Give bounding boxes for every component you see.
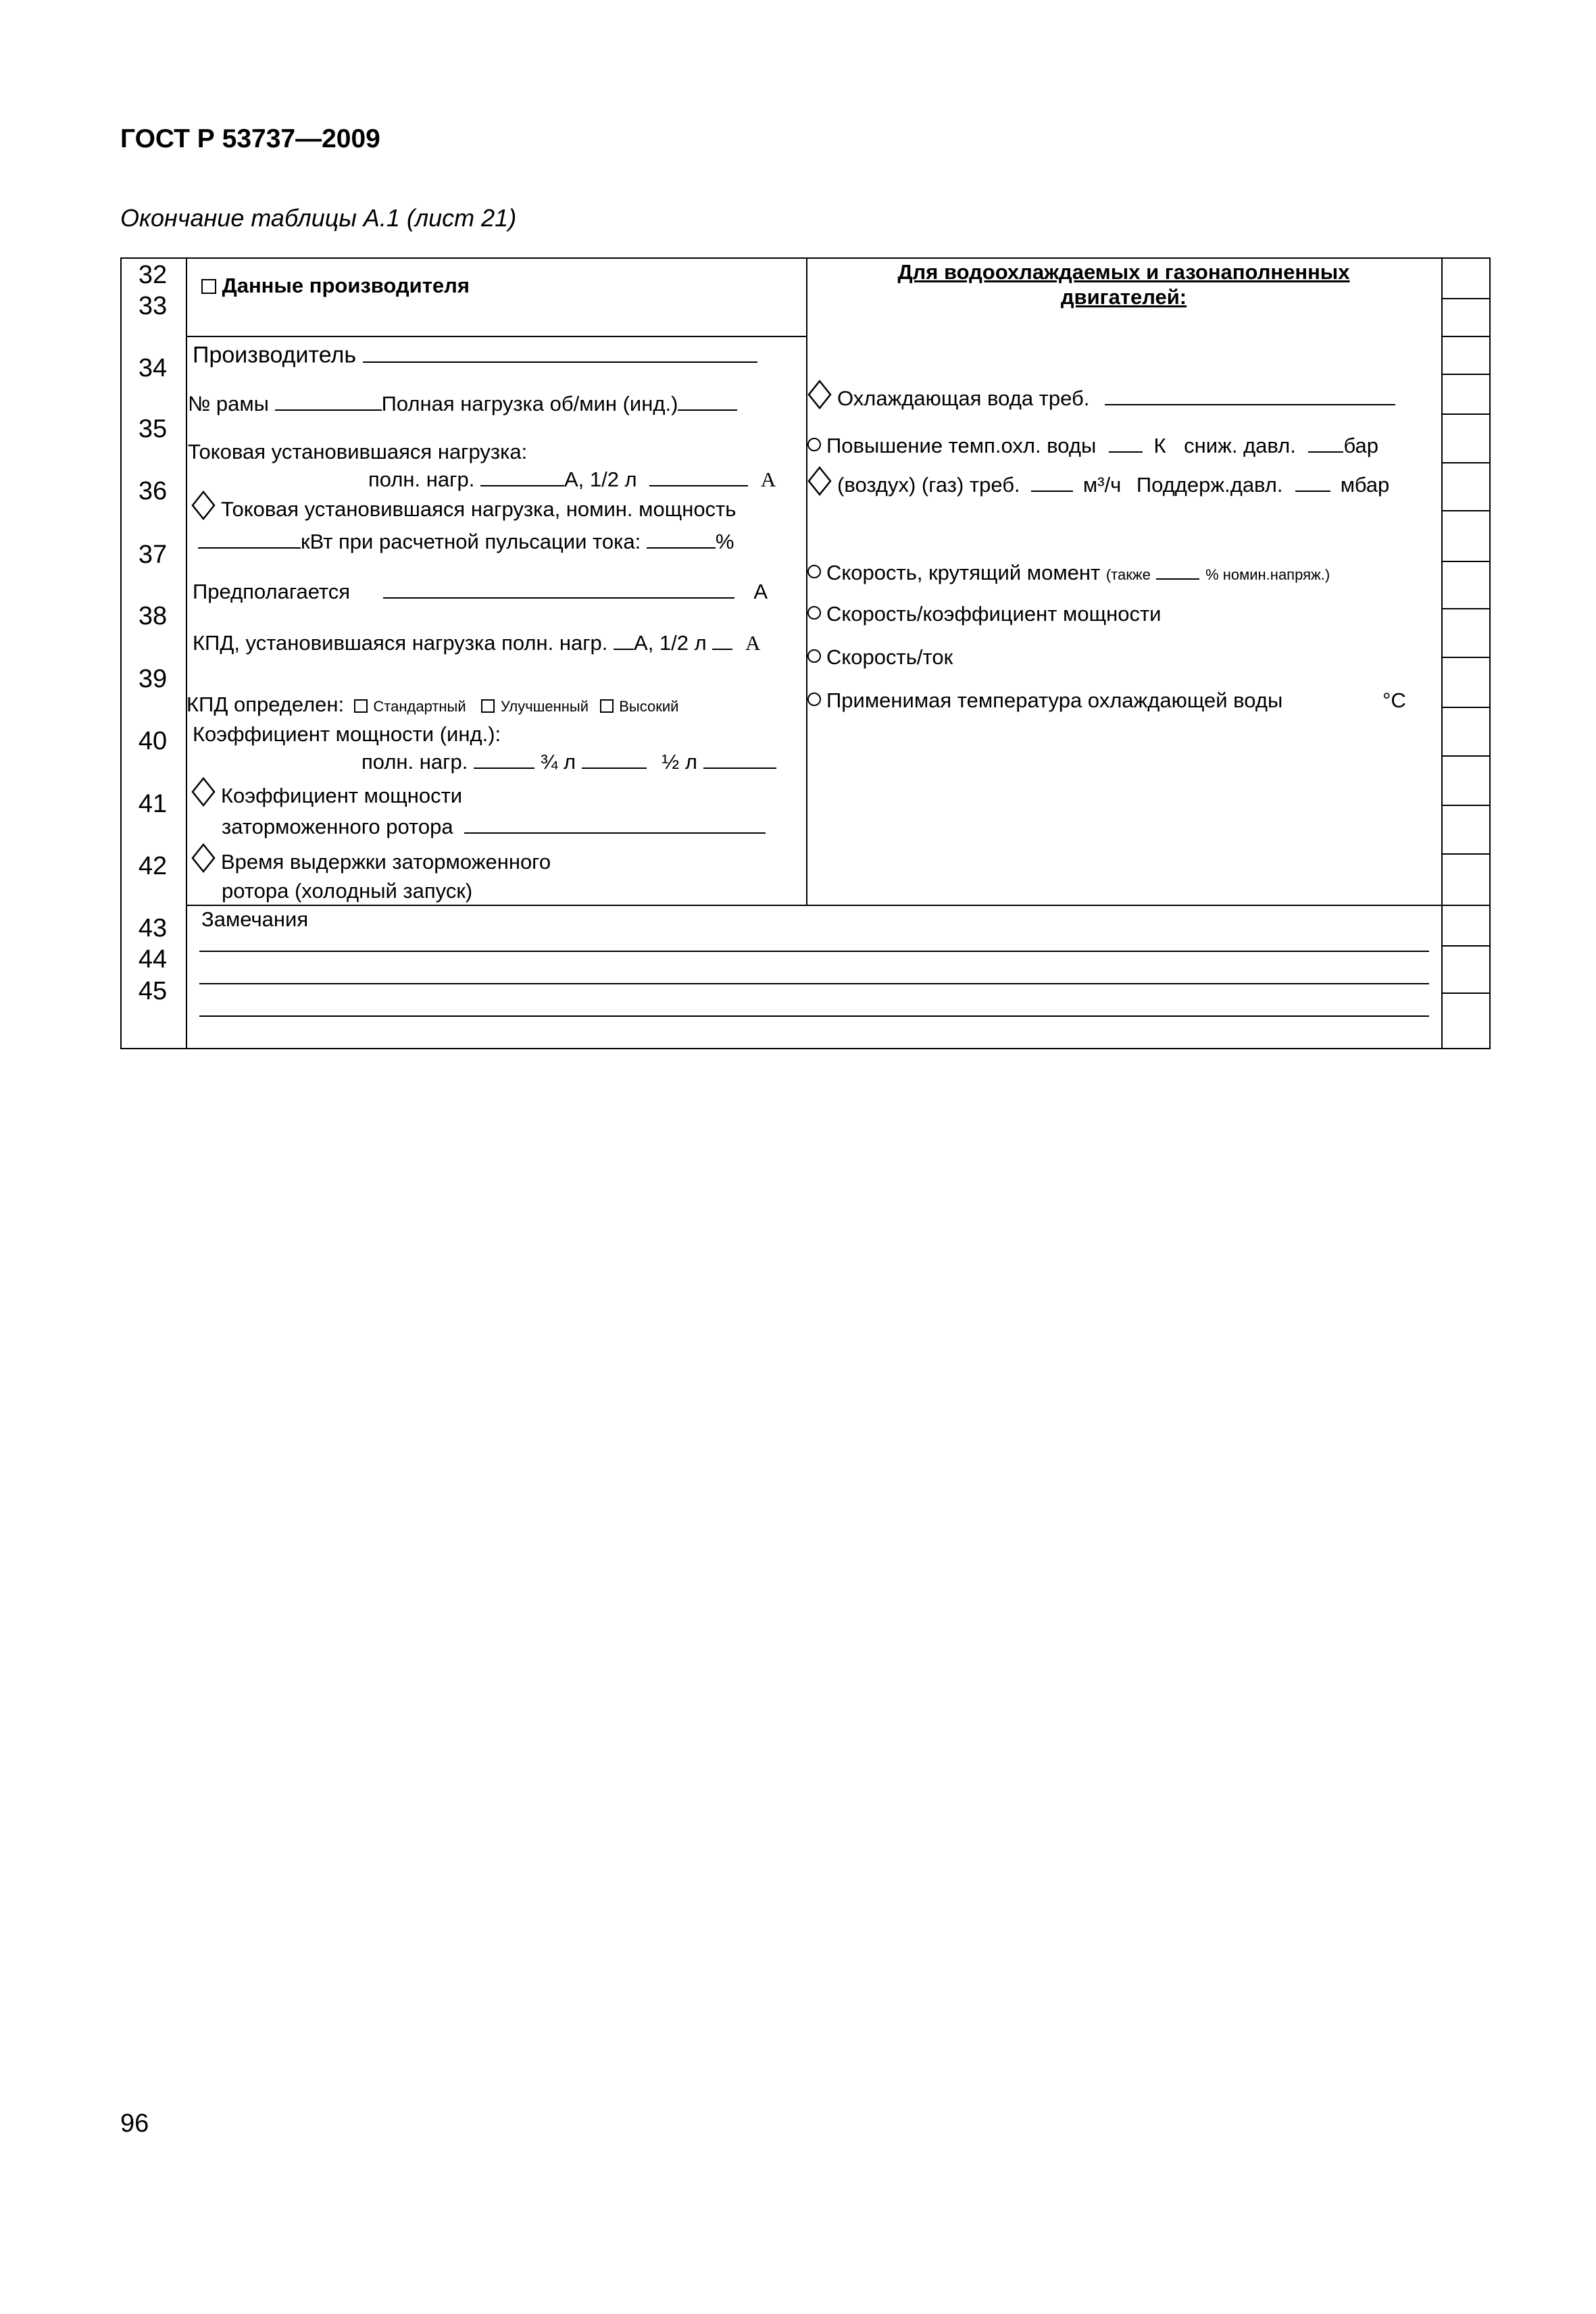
locked-rotor-pf-input[interactable] xyxy=(464,813,766,834)
air-gas-input[interactable] xyxy=(1031,472,1073,492)
row-number: 34 xyxy=(138,354,168,382)
nominal-voltage-input[interactable] xyxy=(1156,559,1199,580)
row-number: 42 xyxy=(138,852,168,880)
air-gas-row: (воздух) (газ) треб. м³/ч Поддерж.давл. мбар xyxy=(807,466,1389,497)
locked-rotor-pf-row: Коэффициент мощности xyxy=(191,777,462,807)
full-load-current-input[interactable] xyxy=(480,466,564,486)
circle-icon xyxy=(807,649,821,663)
row-number: 33 xyxy=(138,292,168,320)
checkbox-icon[interactable] xyxy=(481,699,495,713)
circle-icon xyxy=(807,606,821,620)
manufacturer-data-title: Данные производителя xyxy=(201,274,470,297)
remarks-label: Замечания xyxy=(201,907,309,931)
diamond-icon xyxy=(191,843,216,873)
pf-full-input[interactable] xyxy=(474,749,534,769)
speed-current-row: Скорость/ток xyxy=(807,646,953,669)
frame-no-input[interactable] xyxy=(275,391,382,411)
steady-current-rated-row: Токовая установившаяся нагрузка, номин. мощность xyxy=(191,491,736,521)
remarks-line-1 xyxy=(199,951,1429,952)
remarks-divider xyxy=(186,905,1491,906)
frame-rpm-row: № рамы Полная нагрузка об/мин (инд.) xyxy=(188,391,737,416)
rpm-input[interactable] xyxy=(678,391,737,411)
ripple-input[interactable] xyxy=(647,528,716,549)
checkbox-icon[interactable] xyxy=(201,279,216,294)
temp-rise-input[interactable] xyxy=(1109,432,1143,453)
table-caption: Окончание таблицы А.1 (лист 21) xyxy=(120,204,517,232)
row-number: 35 xyxy=(138,415,168,443)
remarks-line-2 xyxy=(199,983,1429,984)
assumed-input[interactable] xyxy=(383,578,734,599)
power-factor-row: полн. нагр. ¾ л ½ л xyxy=(361,749,776,774)
diamond-icon xyxy=(807,466,832,496)
row-number: 32 xyxy=(138,261,168,289)
efficiency-row: КПД, установившаяся нагрузка полн. нагр. A, 1/2 л А xyxy=(193,630,761,655)
checkbox-icon[interactable] xyxy=(354,699,368,713)
right-title: Для водоохлаждаемых и газонаполненных двигателей: xyxy=(897,260,1350,309)
row-number: 41 xyxy=(138,790,168,818)
pressure-drop-input[interactable] xyxy=(1308,432,1343,453)
locked-rotor-time-row-2: ротора (холодный запуск) xyxy=(222,879,473,903)
diamond-icon xyxy=(807,380,832,409)
row-number: 40 xyxy=(138,727,168,755)
row-number: 43 xyxy=(138,914,168,942)
left-header-divider xyxy=(186,336,806,337)
cooling-water-input[interactable] xyxy=(1105,385,1395,405)
assumed-row: Предполагается А xyxy=(193,579,768,603)
steady-current-label: Токовая установившаяся нагрузка: xyxy=(188,440,528,463)
speed-pf-row: Скорость/коэффициент мощности xyxy=(807,603,1161,626)
cooling-water-row: Охлаждающая вода треб. xyxy=(807,380,1395,410)
circle-icon xyxy=(807,693,821,706)
pf-half-input[interactable] xyxy=(703,749,776,769)
document-id: ГОСТ Р 53737—2009 xyxy=(120,124,380,153)
celsius-unit: °С xyxy=(1382,688,1406,712)
row-number: 39 xyxy=(138,665,168,693)
row-number: 38 xyxy=(138,602,168,630)
rated-power-input[interactable] xyxy=(198,528,301,549)
maintain-pressure-input[interactable] xyxy=(1295,472,1330,492)
power-factor-label: Коэффициент мощности (инд.): xyxy=(193,722,501,746)
circle-icon xyxy=(807,438,821,451)
checkbox-icon[interactable] xyxy=(600,699,614,713)
diamond-icon xyxy=(191,777,216,807)
remarks-line-3 xyxy=(199,1015,1429,1017)
row-number: 44 xyxy=(138,945,168,974)
row-number: 45 xyxy=(138,977,168,1005)
manufacturer-input[interactable] xyxy=(363,341,757,363)
cooling-temp-row: Применимая температура охлаждающей воды xyxy=(807,689,1282,712)
col-divider-num xyxy=(186,257,187,1049)
row-number: 36 xyxy=(138,477,168,505)
steady-current-row: полн. нагр. А, 1/2 л А xyxy=(368,467,776,491)
efficiency-defined-row: КПД определен: Стандартный Улучшенный Высокий xyxy=(186,693,679,716)
manufacturer-field: Производитель xyxy=(193,341,757,368)
speed-torque-row: Скорость, крутящий момент (также % номин.напряж.) xyxy=(807,559,1330,584)
eff-half-input[interactable] xyxy=(712,630,732,650)
eff-full-input[interactable] xyxy=(614,630,634,650)
pf-three-quarter-input[interactable] xyxy=(582,749,647,769)
locked-rotor-time-row: Время выдержки заторможенного xyxy=(191,843,551,874)
col-divider-check xyxy=(1441,257,1443,1049)
page-number: 96 xyxy=(120,2109,149,2138)
circle-icon xyxy=(807,565,821,578)
locked-rotor-pf-row-2: заторможенного ротора xyxy=(222,813,766,838)
ripple-row: кВт при расчетной пульсации тока: % xyxy=(198,528,734,553)
row-number: 37 xyxy=(138,540,168,569)
diamond-icon xyxy=(191,491,216,520)
half-load-current-input[interactable] xyxy=(649,466,748,486)
temp-rise-row: Повышение темп.охл. воды К сниж. давл. бар xyxy=(807,432,1378,457)
